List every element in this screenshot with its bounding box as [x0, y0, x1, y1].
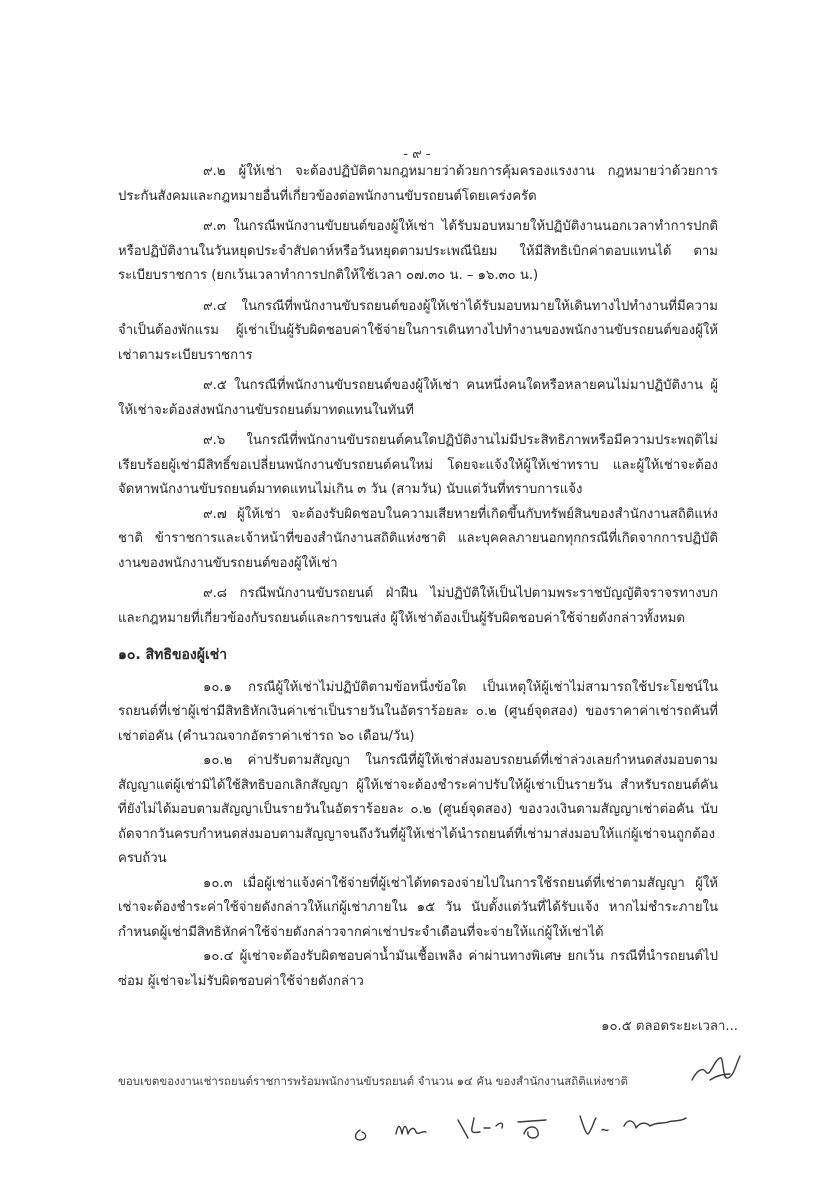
clause-10-2: ๑๐.๒ ค่าปรับตามสัญญา ในกรณีที่ผู้ให้เช่าส่งมอบรถยนต์ที่เช่าล่วงเลยกำหนดส่งมอบตามสัญญาแต่ผู้เช่ามิได้ใช้สิทธิบอกเลิกสัญญา ผู้ให้เช่าจะต้องชำระค่าปรับให้ผู้เช่าเป็นรายวัน สำหรับรถยนต์คันที่ยังไม่ได้มอบตามสัญญาเป็นรายวันในอัตราร้อยละ ๐.๒ (ศูนย์จุดสอง) ของวงเงินตามสัญญาเช่าต่อคัน นับถัดจากวันครบกำหนดส่งมอบตามสัญญาจนถึงวันที่ผู้ให้เช่าได้นำรถยนต์ที่เช่ามาส่งมอบให้แก่ผู้เช่าจนถูกต้องครบถ้วน [118, 753, 718, 866]
continuation-note: ๑๐.๕ ตลอดระยะเวลา... [601, 1019, 738, 1034]
committee-signatures [340, 1100, 730, 1150]
clause-10-1: ๑๐.๑ กรณีผู้ให้เช่าไม่ปฏิบัติตามข้อหนึ่งข้อใด เป็นเหตุให้ผู้เช่าไม่สามารถใช้ประโยชน์ในรถยนต์ที่เช่าผู้เช่ามีสิทธิหักเงินค่าเช่าเป็นรายวันในอัตราร้อยละ ๐.๒ (ศูนย์จุดสอง) ของราคาค่าเช่ารถคันที่เช่าต่อคัน (คำนวณจากอัตราค่าเช่ารถ ๖๐ เดือน/วัน) [118, 679, 718, 744]
signature-5 [580, 1116, 608, 1134]
initial-signature [686, 1050, 746, 1090]
clause-10-4: ๑๐.๔ ผู้เช่าจะต้องรับผิดชอบค่าน้ำมันเชื้อเพลิง ค่าผ่านทางพิเศษ ยกเว้น กรณีที่นำรถยนต์ไปซ่อม ผู้เช่าจะไม่รับผิดชอบค่าใช้จ่ายดังกล่าว [118, 949, 718, 989]
signature-2 [396, 1127, 426, 1135]
clause-9-5: ๙.๕ ในกรณีที่พนักงานขับรถยนต์ของผู้ให้เช่า คนหนึ่งคนใดหรือหลายคนไม่มาปฏิบัติงาน ผู้ให้เช่าจะต้องส่งพนักงานขับรถยนต์มาทดแทนในทันที [118, 378, 718, 418]
signature-1 [356, 1130, 366, 1140]
signature-6 [624, 1118, 686, 1128]
clause-9-8: ๙.๘ กรณีพนักงานขับรถยนต์ ฝ่าฝืน ไม่ปฏิบัติให้เป็นไปตามพระราชบัญญัติจราจรทางบก และกฎหมายที่เกี่ยวข้องกับรถยนต์และการขนส่ง ผู้ให้เช่าต้องเป็นผู้รับผิดชอบค่าใช้จ่ายดังกล่าวทั้งหมด [118, 586, 718, 626]
clause-9-2: ๙.๒ ผู้ให้เช่า จะต้องปฏิบัติตามกฎหมายว่าด้วยการคุ้มครองแรงงาน กฎหมายว่าด้วยการประกันสังคมและกฎหมายอื่นที่เกี่ยวข้องต่อพนักงานขับรถยนต์โดยเคร่งครัด [118, 164, 718, 204]
document-body [118, 160, 718, 994]
signature-4 [518, 1120, 546, 1138]
clause-9-7: ๙.๗ ผู้ให้เช่า จะต้องรับผิดชอบในความเสียหายที่เกิดขึ้นกับทรัพย์สินของสำนักงานสถิติแห่งชาติ ข้าราชการและเจ้าหน้าที่ของสำนักงานสถิติแห่งชาติ และบุคคลภายนอกทุกกรณีที่เกิดจากการปฏิบัติงานของพนักงานขับรถยนต์ของผู้ให้เช่า [118, 506, 718, 571]
signature-3 [458, 1118, 503, 1138]
clause-9-6: ๙.๖ ในกรณีที่พนักงานขับรถยนต์คนใดปฏิบัติงานไม่มีประสิทธิภาพหรือมีความประพฤติไม่เรียบร้อยผู้เช่ามีสิทธิ์ขอเปลี่ยนพนักงานขับรถยนต์คนใหม่ โดยจะแจ้งให้ผู้ให้เช่าทราบ และผู้ให้เช่าจะต้องจัดหาพนักงานขับรถยนต์มาทดแทนไม่เกิน ๓ วัน (สามวัน) นับแต่วันที่ทราบการแจ้ง [118, 433, 718, 497]
clause-10-3: ๑๐.๓ เมื่อผู้เช่าแจ้งค่าใช้จ่ายที่ผู้เช่าได้ทดรองจ่ายไปในการใช้รถยนต์ที่เช่าตามสัญญา ผู้ให้เช่าจะต้องชำระค่าใช้จ่ายดังกล่าวให้แก่ผู้เช่าภายใน ๑๕ วัน นับตั้งแต่วันที่ได้รับแจ้ง หากไม่ชำระภายในกำหนดผู้เช่ามีสิทธิหักค่าใช้จ่ายดังกล่าวจากค่าเช่าประจำเดือนที่จะจ่ายให้แก่ผู้ให้เช่าได้ [118, 875, 718, 940]
footer-text: ขอบเขตของงานเช่ารถยนต์ราชการพร้อมพนักงานขับรถยนต์ จำนวน ๑๔ คัน ของสำนักงานสถิติแห่งชาติ [118, 1074, 628, 1088]
clause-9-4: ๙.๔ ในกรณีที่พนักงานขับรถยนต์ของผู้ให้เช่าได้รับมอบหมายให้เดินทางไปทำงานที่มีความจำเป็นต้องพักแรม ผู้เช่าเป็นผู้รับผิดชอบค่าใช้จ่ายในการเดินทางไปทำงานของพนักงานขับรถยนต์ของผู้ให้เช่าตามระเบียบราชการ [118, 298, 718, 363]
page-number: - ๙ - [403, 147, 431, 162]
section-10-heading: ๑๐. สิทธิของผู้เช่า [118, 647, 228, 663]
clause-9-3: ๙.๓ ในกรณีพนักงานขับยนต์ของผู้ให้เช่า ได้รับมอบหมายให้ปฏิบัติงานนอกเวลาทำการปกติ หรือปฏิบัติงานในวันหยุดประจำสัปดาห์หรือวันหยุดตามประเพณีนิยม ให้มีสิทธิเบิกค่าตอบแทนได้ ตามระเบียบราชการ (ยกเว้นเวลาทำการปกติให้ใช้เวลา ๐๗.๓๐ น. – ๑๖.๓๐ น.) [118, 219, 718, 283]
